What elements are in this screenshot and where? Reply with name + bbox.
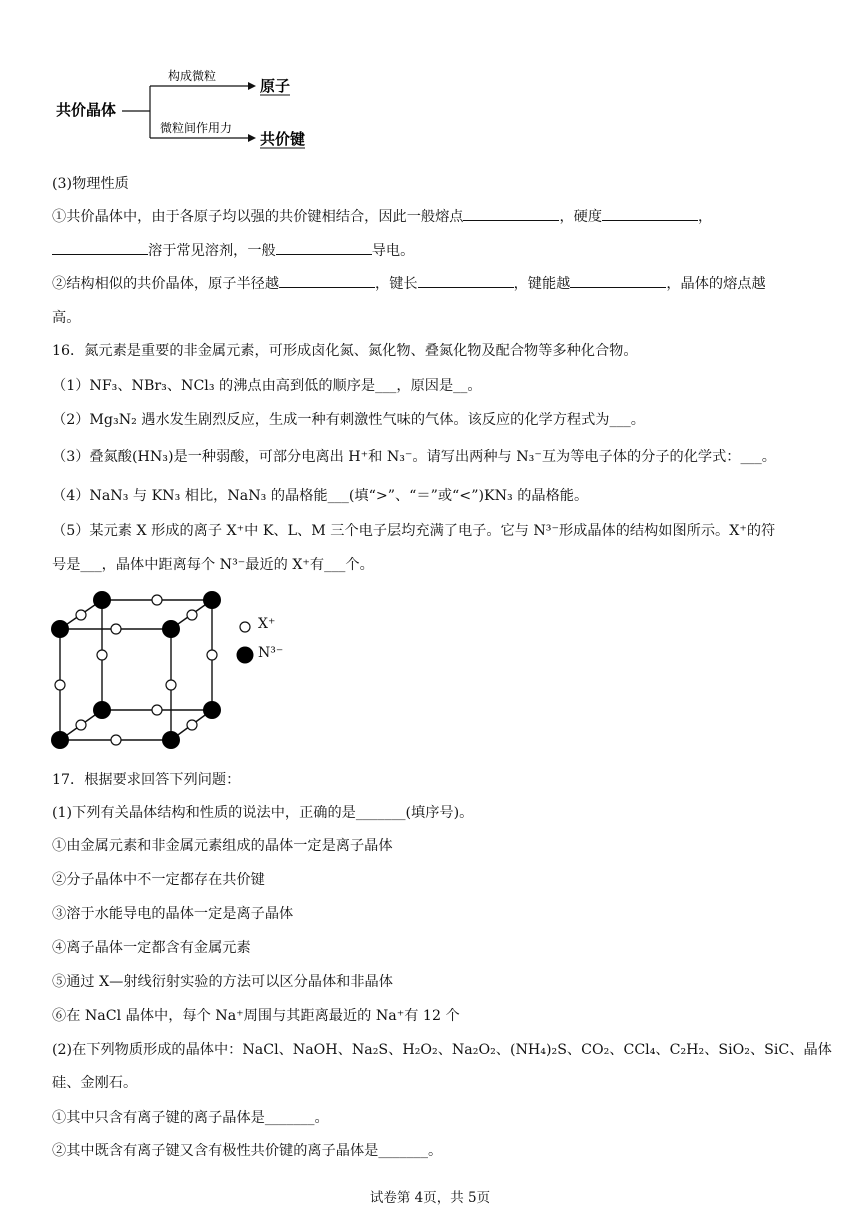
q17-option-4: ④离子晶体一定都含有金属元素 bbox=[52, 940, 251, 956]
q17-subquestion-1: ①其中只含有离子键的离子晶体是_______。 bbox=[52, 1110, 329, 1126]
diagram-top-label: 构成微粒 bbox=[168, 69, 217, 83]
covalent-crystal-diagram bbox=[52, 64, 322, 154]
q17-option-3: ③溶于水能导电的晶体一定是离子晶体 bbox=[52, 906, 294, 922]
q17-part-1: (1)下列有关晶体结构和性质的说法中，正确的是_______(填序号)。 bbox=[52, 805, 474, 821]
q17-part-2: (2)在下列物质形成的晶体中：NaCl、NaOH、Na₂S、H₂O₂、Na₂O₂、(NH₄)₂S、CO₂、CCl₄、C₂H₂、SiO₂、SiC、晶体 bbox=[52, 1042, 832, 1058]
legend-x-plus-label: X⁺ bbox=[258, 616, 276, 632]
diagram-top-target: 原子 bbox=[260, 77, 291, 95]
q17-option-1: ①由金属元素和非金属元素组成的晶体一定是离子晶体 bbox=[52, 838, 393, 854]
q17-title: 17．根据要求回答下列问题： bbox=[52, 772, 241, 788]
page-footer: 试卷第 4页，共 5页 bbox=[369, 1190, 491, 1206]
q17-option-6: ⑥在 NaCl 晶体中，每个 Na⁺周围与其距离最近的 Na⁺有 12 个 bbox=[52, 1008, 460, 1024]
legend-n3-minus-marker bbox=[235, 645, 255, 665]
section-3-paragraph-2: ②结构相似的共价晶体，原子半径越 ，键长 ，键能越 ，晶体的熔点越 bbox=[52, 273, 820, 294]
q17-part-2-cont: 硅、金刚石。 bbox=[52, 1075, 138, 1091]
diagram-root: 共价晶体 bbox=[56, 101, 117, 119]
diagram-bottom-target: 共价键 bbox=[260, 130, 306, 148]
legend-n3-minus-label: N³⁻ bbox=[258, 645, 284, 661]
q17-option-5: ⑤通过 X—射线衍射实验的方法可以区分晶体和非晶体 bbox=[52, 974, 393, 990]
q16-part-5: （5）某元素 X 形成的离子 X⁺中 K、L、M 三个电子层均充满了电子。它与 N³⁻形成晶体的结构如图所示。X⁺的符 bbox=[52, 523, 776, 539]
q16-part-2: （2）Mg₃N₂ 遇水发生剧烈反应，生成一种有刺激性气味的气体。该反应的化学方程式为___。 bbox=[52, 412, 645, 428]
q17-subquestion-2: ②其中既含有离子键又含有极性共价键的离子晶体是_______。 bbox=[52, 1143, 443, 1159]
q16-part-5-cont: 号是___，晶体中距离每个 N³⁻最近的 X⁺有___个。 bbox=[52, 557, 374, 573]
section-3-paragraph-1: ①共价晶体中，由于各原子均以强的共价键相结合，因此一般熔点 ，硬度 ， bbox=[52, 206, 820, 227]
diagram-bottom-label: 微粒间作用力 bbox=[160, 121, 233, 135]
section-3-paragraph-1-cont: 溶于常见溶剂，一般 导电。 bbox=[52, 240, 820, 261]
section-3-heading: (3)物理性质 bbox=[52, 176, 129, 192]
q16-part-4: （4）NaN₃ 与 KN₃ 相比，NaN₃ 的晶格能___(填“>”、“＝”或“<”)KN₃ 的晶格能。 bbox=[52, 488, 589, 504]
q16-part-3: （3）叠氮酸(HN₃)是一种弱酸，可部分电离出 H⁺和 N₃⁻。请写出两种与 N₃⁻互为等电子体的分子的化学式：___。 bbox=[52, 449, 776, 465]
section-3-paragraph-2-end: 高。 bbox=[52, 310, 81, 326]
q17-option-2: ②分子晶体中不一定都存在共价键 bbox=[52, 872, 265, 888]
q16-title: 16．氮元素是重要的非金属元素，可形成卤化氮、氮化物、叠氮化物及配合物等多种化合物。 bbox=[52, 343, 638, 359]
crystal-structure-figure bbox=[44, 588, 244, 754]
q16-part-1: （1）NF₃、NBr₃、NCl₃ 的沸点由高到低的顺序是___，原因是__。 bbox=[52, 378, 482, 394]
legend-x-plus-marker bbox=[238, 620, 252, 634]
